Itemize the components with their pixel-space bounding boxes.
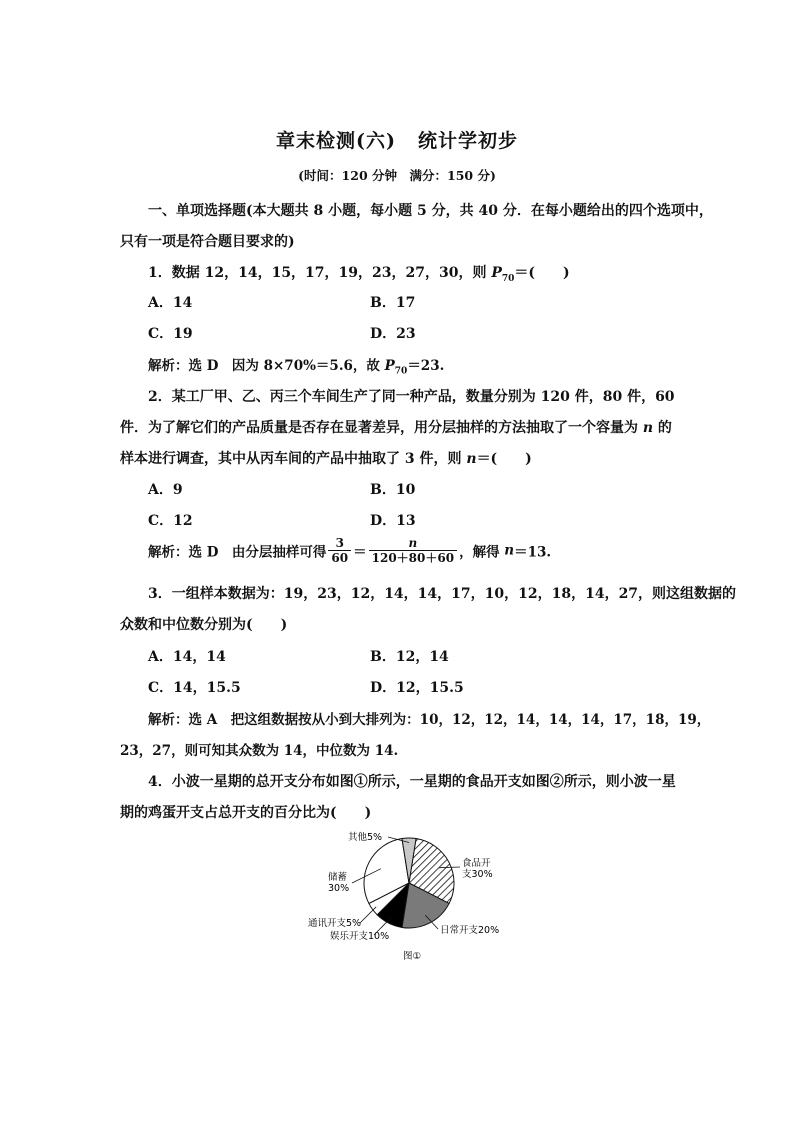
pie-label-储蓄: 储蓄 (328, 872, 348, 883)
q3-option-a: A．14，14 (148, 649, 226, 665)
pie-slices (364, 838, 454, 928)
q1-p-var: P (491, 265, 502, 281)
q2-answer-mid: ，解得 (459, 544, 505, 561)
pie-label-娱乐开支: 娱乐开支10% (330, 931, 390, 942)
q1-stem-text: 1．数据 12，14，15，17，19，23，27，30，则 (148, 265, 492, 281)
q3-line2: 众数和中位数分别为( ) (120, 617, 288, 633)
q3-answer-line2: 23，27，则可知其众数为 14，中位数为 14. (120, 743, 399, 759)
q4-line2: 期的鸡蛋开支占总开支的百分比为( ) (120, 805, 372, 821)
q1-answer-text: 解析：选 D 因为 8×70%＝5.6，故 (148, 358, 385, 374)
q2-line1: 2．某工厂甲、乙、丙三个车间生产了同一种产品，数量分别为 120 件，80 件，60 (148, 389, 675, 405)
q3-answer-line1: 解析：选 A 把这组数据按从小到大排列为：10，12，12，14，14，14，17，18，19， (148, 712, 711, 728)
leader-line-通讯开支 (360, 907, 376, 923)
q2-answer (148, 536, 551, 565)
q1-stem (148, 262, 570, 284)
q1-option-d: D．23 (370, 326, 416, 342)
q2-option-a: A．9 (148, 482, 183, 498)
pie-label-日常开支: 日常开支20% (440, 925, 500, 936)
q1-stem-tail: ＝( ) (514, 265, 570, 281)
title-right: 统计学初步 (417, 130, 518, 152)
q2-answer-text: 解析：选 D 由分层抽样可得 (148, 544, 327, 561)
q2-line3-n-var: n (466, 451, 477, 467)
q1-option-a: A．14 (148, 295, 193, 311)
q2-line3 (120, 448, 532, 468)
q2-option-d: D．13 (370, 513, 416, 529)
q2-option-c: C．12 (148, 513, 193, 529)
q2-line2 (120, 417, 672, 437)
pie-label-储蓄: 30% (328, 883, 350, 894)
q2-answer-n-var: n (504, 542, 515, 559)
pie-label-其他: 其他5% (348, 832, 383, 843)
equals-sign: ＝ (353, 544, 367, 561)
q3-option-d: D．12，15.5 (370, 680, 464, 696)
pie-label-通讯开支: 通讯开支5% (308, 918, 362, 929)
pie-label-食品开支: 支30% (462, 869, 493, 880)
q1-answer-tail: ＝23. (407, 358, 445, 374)
q2-line2-text: 件．为了解它们的产品质量是否存在显著差异，用分层抽样的方法抽取了一个容量为 (120, 420, 643, 436)
q3-line1: 3．一组样本数据为：19，23，12，14，14，17，10，12，18，14，27，则这组数据的 (148, 586, 737, 602)
section-heading-line2: 只有一项是符合题目要求的) (120, 234, 295, 250)
q1-answer (148, 354, 444, 377)
q1-option-b: B．17 (370, 295, 416, 311)
q2-line3-tail: ＝( ) (476, 451, 532, 467)
q1-answer-p-sub: 70 (394, 366, 408, 377)
frac2-denominator: 120＋80＋60 (371, 551, 455, 565)
chart-title: 图① (402, 951, 422, 962)
q4-line1: 4．小波一星期的总开支分布如图①所示，一星期的食品开支如图②所示，则小波一星 (148, 774, 676, 790)
q2-answer-tail: ＝13. (514, 544, 552, 561)
expense-pie-chart (290, 825, 530, 965)
exam-info: (时间：120 分钟 满分：150 分) (298, 168, 496, 183)
fraction-3-over-60 (328, 536, 351, 565)
q1-option-c: C．19 (148, 326, 193, 342)
q1-answer-p-var: P (384, 358, 395, 374)
title-left: 章末检测(六) (276, 130, 396, 152)
q3-option-b: B．12，14 (370, 649, 449, 665)
q3-option-c: C．14，15.5 (148, 680, 241, 696)
frac1-numerator: 3 (328, 536, 351, 551)
frac1-denominator: 60 (331, 551, 349, 565)
frac2-numerator: n (369, 536, 457, 551)
page-title (0, 126, 794, 153)
q1-p-sub: 70 (501, 273, 515, 284)
q2-line2-tail: 的 (653, 420, 672, 436)
fraction-n-over-total (369, 536, 457, 565)
q2-line3-text: 样本进行调查，其中从丙车间的产品中抽取了 3 件，则 (120, 451, 467, 467)
section-heading-line1: 一、单项选择题(本大题共 8 小题，每小题 5 分，共 40 分．在每小题给出的四个选项中， (148, 203, 713, 219)
pie-label-食品开支: 食品开 (462, 858, 491, 869)
q2-n-var: n (642, 420, 654, 436)
q2-option-b: B．10 (370, 482, 416, 498)
